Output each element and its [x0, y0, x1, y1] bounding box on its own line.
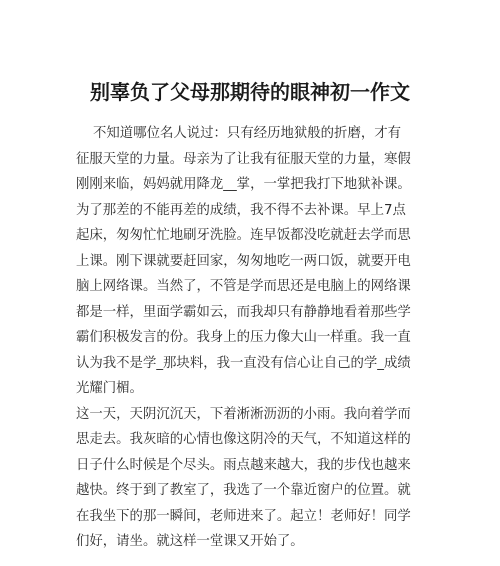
text-line: 不知道哪位名人说过：只有经历地狱般的折磨，才有: [76, 126, 402, 141]
text-line: 为了那差的不能再差的成绩，我不得不去补课。早上7点: [76, 202, 406, 218]
text-line: 在我坐下的那一瞬间，老师进来了。起立！老师好！同学: [76, 508, 411, 524]
text-line: 思走去。我灰暗的心情也像这阴冷的天气，不知道这样的: [76, 432, 411, 447]
document-body: [76, 121, 426, 555]
text-line: 上课。刚下课就要赶回家，匆匆地吃一两口饭，就要开电: [76, 253, 411, 269]
text-line: 认为我不是学_那块料，我一直没有信心让自己的学_成绩: [76, 355, 411, 371]
document-title: 别辜负了父母那期待的眼神初一作文: [90, 80, 410, 104]
text-line: 征服天堂的力量。母亲为了让我有征服天堂的力量，寒假: [76, 151, 411, 167]
text-line: 越快。终于到了教室了，我选了一个靠近窗户的位置。就: [76, 483, 411, 498]
text-line: 霸们积极发言的份。我身上的压力像大山一样重。我一直: [76, 330, 411, 345]
text-line: 光耀门楣。: [76, 381, 143, 396]
text-line: 们好，请坐。就这样一堂课又开始了。: [76, 534, 304, 549]
text-line: 日子什么时候是个尽头。雨点越来越大，我的步伐也越来: [76, 457, 411, 473]
text-line: 刚刚来临，妈妈就用降龙__掌，一掌把我打下地狱补课。: [76, 177, 411, 192]
text-line: 都是一样，里面学霸如云，而我却只有静静地看着那些学: [76, 304, 411, 320]
text-line: 脑上网络课。当然了，不管是学而思还是电脑上的网络课: [76, 279, 411, 294]
text-line: 起床，匆匆忙忙地刷牙洗脸。连早饭都没吃就赶去学而思: [76, 228, 411, 243]
text-line: 这一天，天阴沉沉天，下着淅淅沥沥的小雨。我向着学而: [76, 406, 411, 422]
